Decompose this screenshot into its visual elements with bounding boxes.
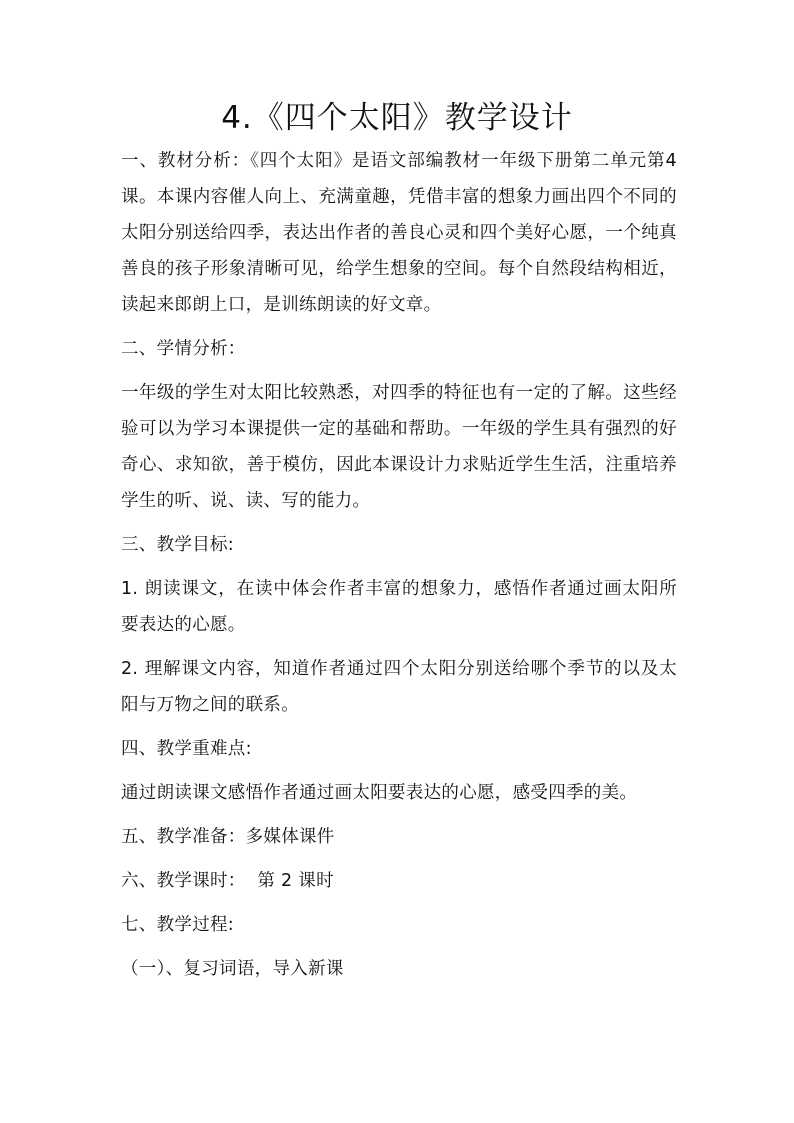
- section-6-lesson-period: 六、教学课时： 第 2 课时: [121, 871, 334, 891]
- section-2-body: 一年级的学生对太阳比较熟悉，对四季的特征也有一定的了解。这些经验可以为学习本课提供一定的基础和帮助。一年级的学生具有强烈的好奇心、求知欲，善于模仿，因此本课设计力求贴近学生生活，注重培养学生的听、说、读、写的能力。: [121, 383, 677, 511]
- section-4-heading: 四、教学重难点:: [121, 739, 252, 759]
- document-body: [121, 143, 677, 987]
- section-3-goal-1: 1. 朗读课文，在读中体会作者丰富的想象力，感悟作者通过画太阳所要表达的心愿。: [121, 579, 677, 635]
- section-7-subheading-1: （一）、复习词语，导入新课: [121, 959, 344, 979]
- section-3-heading: 三、教学目标:: [121, 535, 234, 555]
- section-3-goal-2: 2. 理解课文内容，知道作者通过四个太阳分别送给哪个季节的以及太阳与万物之间的联系。: [121, 659, 677, 715]
- section-5-preparation: 五、教学准备：多媒体课件: [121, 827, 335, 847]
- section-2-heading: 二、学情分析：: [121, 339, 246, 359]
- section-4-body: 通过朗读课文感悟作者通过画太阳要表达的心愿，感受四季的美。: [121, 783, 638, 803]
- section-1-textbook-analysis: 一、教材分析：《四个太阳》是语文部编教材一年级下册第二单元第4课。本课内容催人向上、充满童趣，凭借丰富的想象力画出四个不同的太阳分别送给四季，表达出作者的善良心灵和四个美好心愿，一个纯真善良的孩子形象清晰可见，给学生想象的空间。每个自然段结构相近，读起来郎朗上口，是训练朗读的好文章。: [121, 151, 677, 315]
- section-7-heading: 七、教学过程:: [121, 915, 234, 935]
- document-title: 4.《四个太阳》教学设计: [221, 100, 573, 136]
